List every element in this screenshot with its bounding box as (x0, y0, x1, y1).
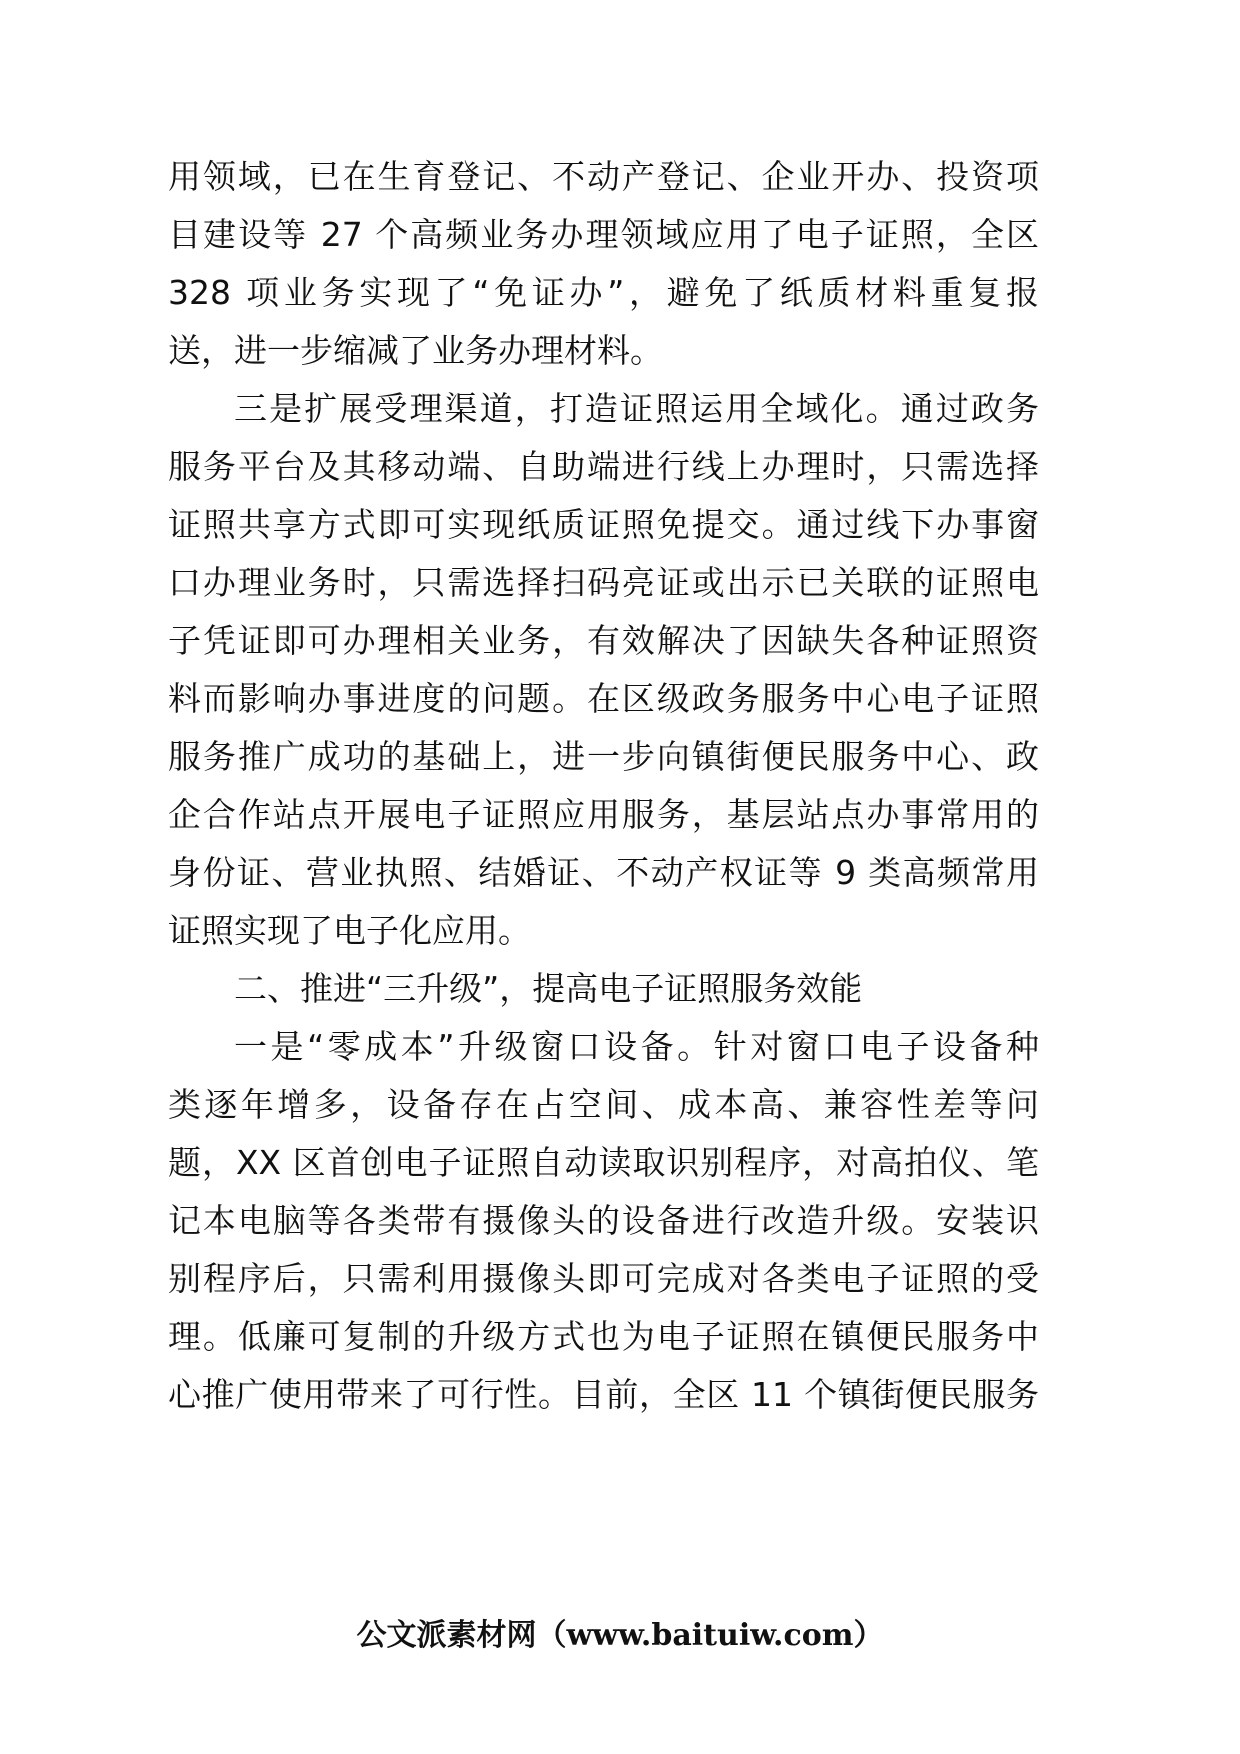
body-line: 企合作站点开展电子证照应用服务，基层站点办事常用的 (168, 795, 1039, 834)
body-line: 服务推广成功的基础上，进一步向镇街便民服务中心、政 (168, 737, 1039, 776)
paragraph-first-line: 三是扩展受理渠道，打造证照运用全域化。通过政务 (234, 389, 1039, 428)
body-line: 证照共享方式即可实现纸质证照免提交。通过线下办事窗 (168, 505, 1039, 544)
body-line: 子凭证即可办理相关业务，有效解决了因缺失各种证照资 (168, 621, 1039, 660)
body-line: 记本电脑等各类带有摄像头的设备进行改造升级。安装识 (168, 1201, 1039, 1240)
body-line: 用领域，已在生育登记、不动产登记、企业开办、投资项 (168, 157, 1039, 196)
body-line: 328 项业务实现了“免证办”，避免了纸质材料重复报 (168, 273, 1039, 312)
body-line: 送，进一步缩减了业务办理材料。 (168, 331, 663, 370)
body-line: 类逐年增多，设备存在占空间、成本高、兼容性差等问 (168, 1085, 1039, 1124)
body-line: 理。低廉可复制的升级方式也为电子证照在镇便民服务中 (168, 1317, 1039, 1356)
body-line: 身份证、营业执照、结婚证、不动产权证等 9 类高频常用 (168, 853, 1039, 892)
body-line: 别程序后，只需利用摄像头即可完成对各类电子证照的受 (168, 1259, 1039, 1298)
paragraph-first-line: 一是“零成本”升级窗口设备。针对窗口电子设备种 (234, 1027, 1039, 1066)
body-line: 服务平台及其移动端、自助端进行线上办理时，只需选择 (168, 447, 1039, 486)
body-line: 证照实现了电子化应用。 (168, 911, 531, 950)
body-line: 目建设等 27 个高频业务办理领域应用了电子证照，全区 (168, 215, 1039, 254)
body-line: 口办理业务时，只需选择扫码亮证或出示已关联的证照电 (168, 563, 1039, 602)
footer-watermark: 公文派素材网（www.baituiw.com） (356, 1618, 884, 1653)
section-heading: 二、推进“三升级”，提高电子证照服务效能 (234, 969, 863, 1008)
body-line: 心推广使用带来了可行性。目前，全区 11 个镇街便民服务 (168, 1375, 1039, 1414)
body-line: 料而影响办事进度的问题。在区级政务服务中心电子证照 (168, 679, 1039, 718)
body-line: 题，XX 区首创电子证照自动读取识别程序，对高拍仪、笔 (168, 1143, 1039, 1182)
